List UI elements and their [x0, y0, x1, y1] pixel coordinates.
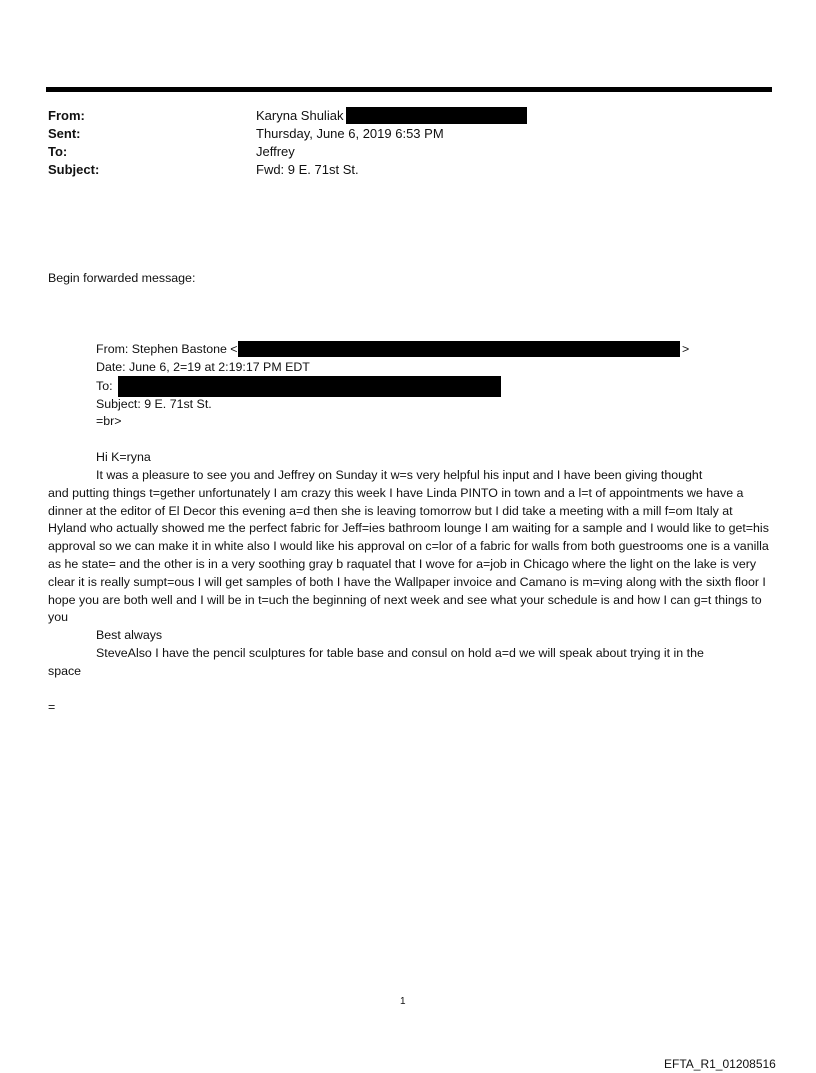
redaction-bar — [118, 376, 501, 397]
fwd-from: From: Stephen Bastone < — [96, 342, 238, 356]
signature-continuation: space — [48, 663, 82, 678]
to-label: To: — [48, 144, 68, 159]
from-value: Karyna Shuliak — [256, 108, 344, 123]
page-number: 1 — [400, 996, 406, 1007]
fwd-from-tail: > — [682, 342, 690, 356]
signoff: Best always — [96, 628, 163, 643]
subject-label: Subject: — [48, 162, 100, 177]
redaction-bar — [346, 107, 527, 124]
fwd-date: Date: June 6, 2=19 at 2:19:17 PM EDT — [96, 360, 310, 374]
body-first-line: It was a pleasure to see you and Jeffrey on Sunday it w=s very helpful his input and I have been giving thought — [96, 468, 703, 482]
fwd-to: To: — [96, 379, 113, 393]
sent-label: Sent: — [48, 126, 81, 141]
redaction-bar — [238, 341, 680, 357]
greeting: Hi K=ryna — [96, 450, 151, 464]
to-value: Jeffrey — [256, 144, 295, 159]
body-text: and putting things t=gether unfortunately I am crazy this week I have Linda PINTO in town and a l=t of appointments we have a dinner at the editor of El Decor this evening a=d then she is leaving tomorrow but I did take a meeting with a mill f=om Italy at Hyland who actually showed me the perfect fabric for Jeff=ies bathroom lounge I am waiting for a sample and I would like to get=his approval so we can make it in white also I would like his approval on c=lor of a fabric for walls from both guestrooms one is a vanilla as he state= and the other is in a very soothing gray b raquatel that I wove for a=job in Chicago where the light on the lake is very clear it is really sumpt=ous I will get samples of both I have the Wallpaper invoice and Camano is m=ving along with the sixth floor I hope you are both well and I will be in t=uch the beginning of next week and see what your schedule is and how I can g=t things to you — [48, 485, 769, 625]
header-rule — [46, 87, 772, 92]
from-label: From: — [48, 108, 85, 123]
signature-line: SteveAlso I have the pencil sculptures for table base and consul on hold a=d we will speak about trying it in the — [96, 645, 704, 660]
fwd-br: =br> — [96, 414, 122, 428]
document-id: EFTA_R1_01208516 — [664, 1057, 776, 1071]
forward-intro: Begin forwarded message: — [48, 271, 196, 285]
trailer: = — [48, 700, 56, 714]
message-body — [48, 467, 770, 681]
sent-value: Thursday, June 6, 2019 6:53 PM — [256, 126, 444, 141]
subject-value: Fwd: 9 E. 71st St. — [256, 162, 359, 177]
fwd-subject: Subject: 9 E. 71st St. — [96, 397, 212, 411]
